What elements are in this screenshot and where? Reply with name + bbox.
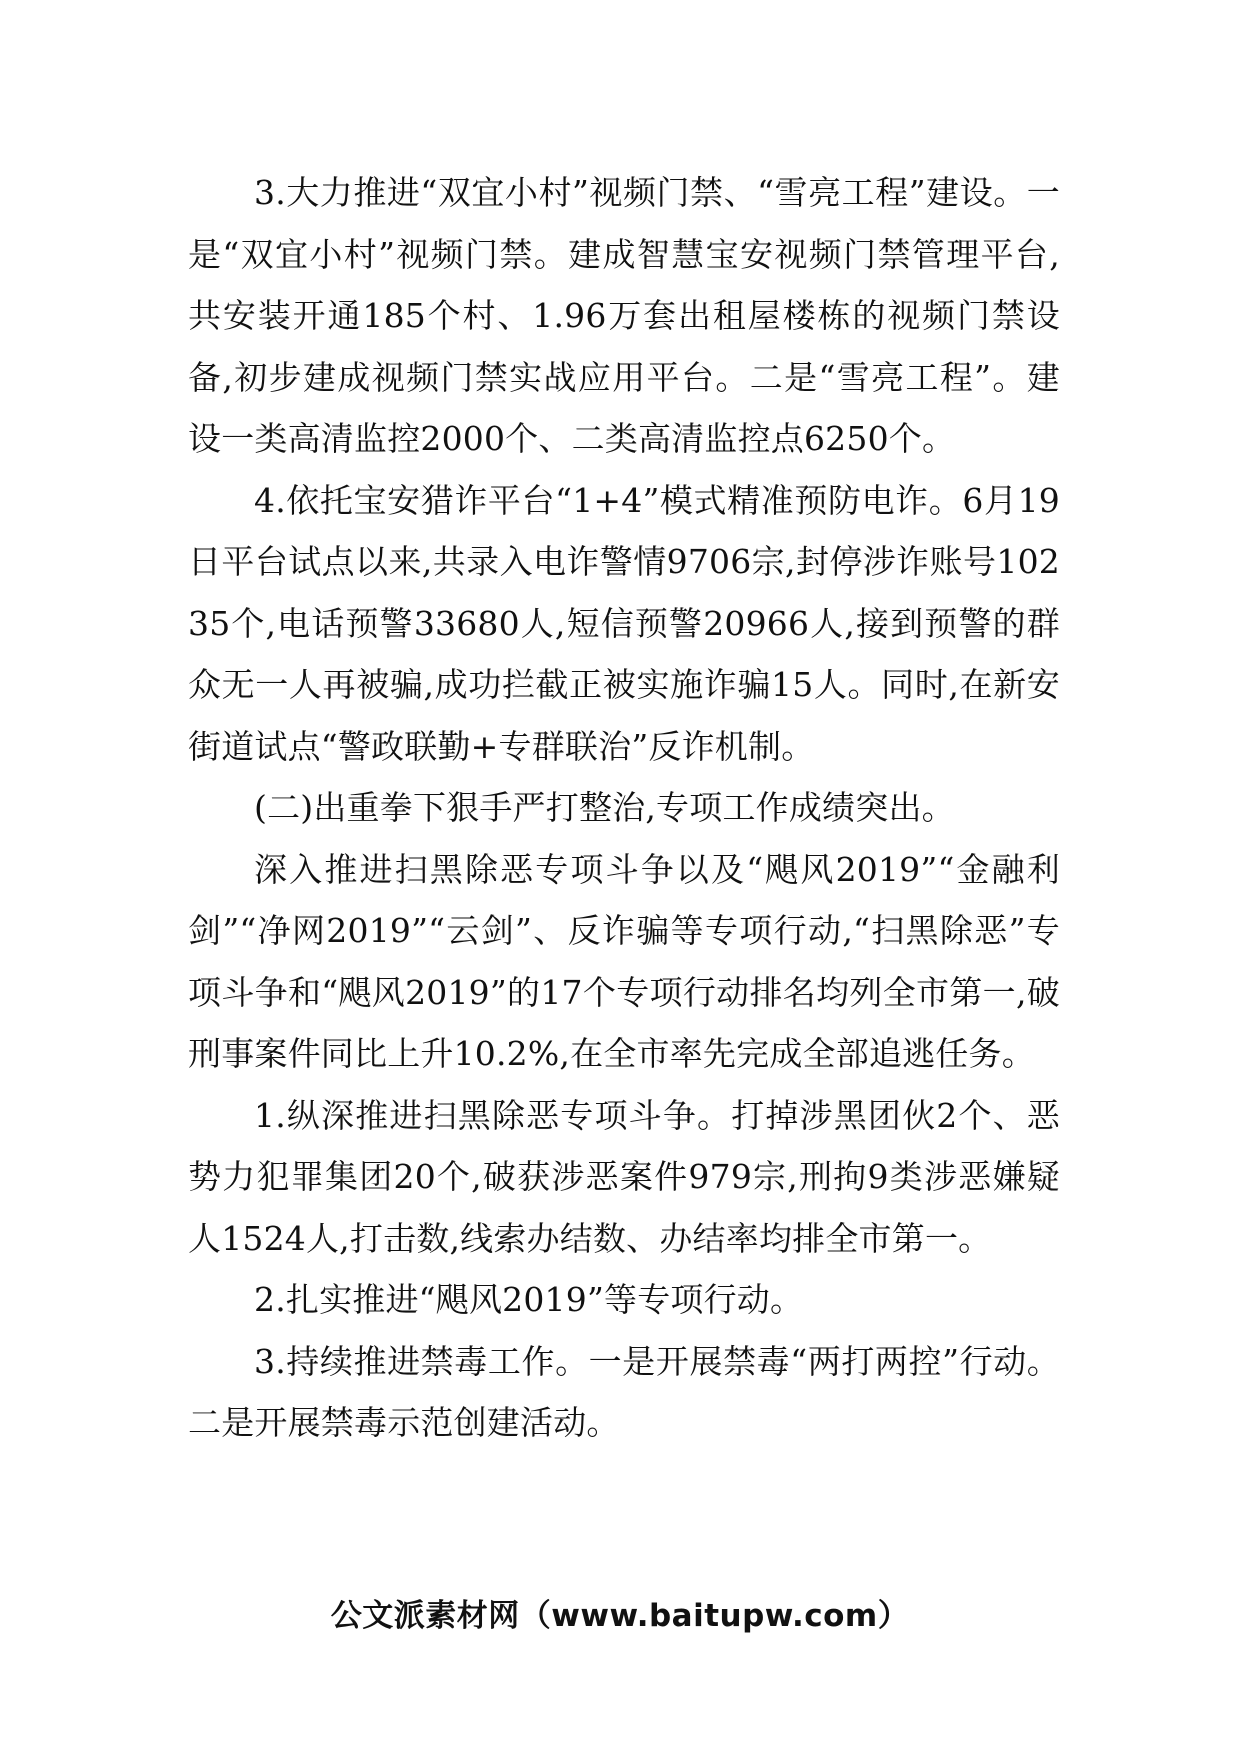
document-body [188,162,1060,1454]
section-intro-paragraph: 深入推进扫黑除恶专项斗争以及“飓风2019”“金融利剑”“净网2019”“云剑”、反诈骗等专项行动,“扫黑除恶”专项斗争和“飓风2019”的17个专项行动排名均列全市第一,破刑事案件同比上升10.2%,在全市率先完成全部追逃任务。 [188,849,1060,1073]
paragraph-2-3: 3.持续推进禁毒工作。一是开展禁毒“两打两控”行动。二是开展禁毒示范创建活动。 [188,1341,1060,1442]
footer-watermark: 公文派素材网（www.baitupw.com） [330,1598,910,1634]
section-heading-2: (二)出重拳下狠手严打整治,专项工作成绩突出。 [254,788,955,827]
paragraph-3-3: 3.大力推进“双宜小村”视频门禁、“雪亮工程”建设。一是“双宜小村”视频门禁。建成智慧宝安视频门禁管理平台,共安装开通185个村、1.96万套出租屋楼栋的视频门禁设备,初步建成视频门禁实战应用平台。二是“雪亮工程”。建设一类高清监控2000个、二类高清监控点6250个。 [188,173,1060,458]
paragraph-2-2: 2.扎实推进“飓风2019”等专项行动。 [254,1280,804,1319]
paragraph-3-4: 4.依托宝安猎诈平台“1+4”模式精准预防电诈。6月19日平台试点以来,共录入电诈警情9706宗,封停涉诈账号10235个,电话预警33680人,短信预警20966人,接到预警的群众无一人再被骗,成功拦截正被实施诈骗15人。同时,在新安街道试点“警政联勤+专群联治”反诈机制。 [188,480,1060,766]
paragraph-2-1: 1.纵深推进扫黑除恶专项斗争。打掉涉黑团伙2个、恶势力犯罪集团20个,破获涉恶案件979宗,刑拘9类涉恶嫌疑人1524人,打击数,线索办结数、办结率均排全市第一。 [188,1095,1060,1258]
